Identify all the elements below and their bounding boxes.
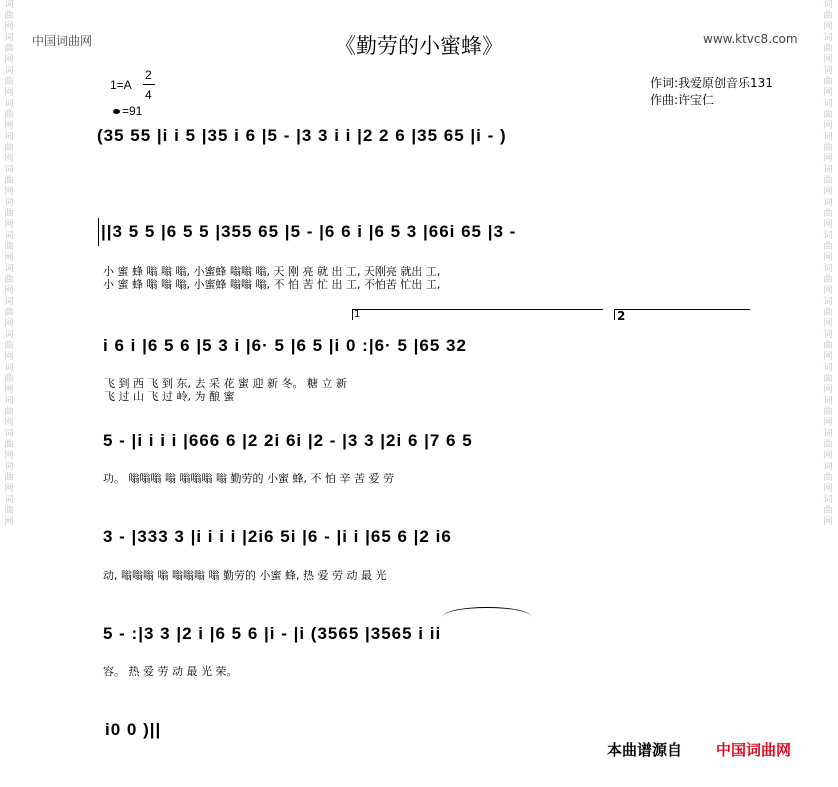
score-line-7: i0 0 )|| (105, 720, 162, 739)
site-url-right[interactable]: www.ktvc8.com (703, 32, 798, 46)
volta-bracket-1 (352, 309, 603, 320)
footer-site-name[interactable]: 中国词曲网 (716, 741, 792, 759)
tie-arc (443, 607, 531, 626)
song-title: 《勤劳的小蜜蜂》 (335, 34, 503, 58)
lyric-line-3a: 飞 到 西 飞 到 东, 去 采 花 蜜 迎 新 冬。 糖 立 新 (104, 377, 347, 390)
lyric-line-5: 动, 嗡嗡嗡 嗡 嗡嗡嗡 嗡 勤劳的 小蜜 蜂, 热 爱 劳 动 最 光 (103, 569, 387, 582)
key-signature: 1=A (110, 78, 132, 92)
lyric-line-4: 功。 嗡嗡嗡 嗡 嗡嗡嗡 嗡 勤劳的 小蜜 蜂, 不 怕 辛 苦 爱 劳 (103, 472, 394, 485)
time-signature-top: 2 (145, 68, 152, 82)
score-line-2: ||3 5 5 |6 5 5 |355 65 |5 - |6 6 i |6 5 3 |66i 65 |3 - (101, 222, 517, 241)
lyric-line-2b: 小 蜜 蜂 嗡 嗡 嗡, 小蜜蜂 嗡嗡 嗡, 不 怕 苦 忙 出 工, 不怕苦 忙出 工, (103, 278, 441, 291)
composer-credit: 作曲:许宝仁 (650, 93, 715, 107)
time-signature-bottom: 4 (145, 88, 152, 102)
lyric-line-6: 容。 热 爱 劳 动 最 光 荣。 (103, 665, 238, 678)
quarter-note-icon (113, 109, 120, 114)
tempo: =91 (122, 104, 143, 118)
score-line-6: 5 - :|3 3 |2 i |6 5 6 |i - |i (3565 |3565 i ii (103, 624, 442, 643)
score-line-4: 5 - |i i i i |666 6 |2 2i 6i |2 - |3 3 |2i 6 |7 6 5 (103, 431, 473, 450)
lyric-line-2a: 小 蜜 蜂 嗡 嗡 嗡, 小蜜蜂 嗡嗡 嗡, 天 刚 亮 就 出 工, 天刚亮 就出 工, (103, 265, 441, 278)
volta-bracket-2 (614, 309, 750, 320)
site-name-left: 中国词曲网 (32, 34, 93, 48)
volta-label-1: 1 (354, 309, 361, 320)
lyricist-credit: 作词:我爱原创音乐131 (650, 76, 773, 90)
footer-source-label: 本曲谱源自 (607, 741, 683, 759)
side-watermark-right: 词曲网词曲网词曲网词曲网词曲网词曲网词曲网词曲网词曲网词曲网词曲网词曲网词曲网词曲网词曲网词曲网 (823, 0, 833, 527)
time-signature-line (143, 84, 155, 85)
score-line-5: 3 - |333 3 |i i i i |2i6 5i |6 - |i i |65 6 |2 i6 (103, 527, 452, 546)
lyric-line-3b: 飞 过 山 飞 过 岭, 为 酿 蜜 (104, 390, 235, 403)
volta-label-2: 2 (617, 309, 626, 323)
double-barline-start (98, 218, 99, 246)
score-line-3: i 6 i |6 5 6 |5 3 i |6· 5 |6 5 |i 0 :|6· 5 |65 32 (103, 336, 467, 355)
score-line-1: (35 55 |i i 5 |35 i 6 |5 - |3 3 i i |2 2 6 |35 65 |i - ) (97, 126, 507, 145)
side-watermark-left: 词曲网词曲网词曲网词曲网词曲网词曲网词曲网词曲网词曲网词曲网词曲网词曲网词曲网词曲网词曲网词曲网 (4, 0, 14, 527)
